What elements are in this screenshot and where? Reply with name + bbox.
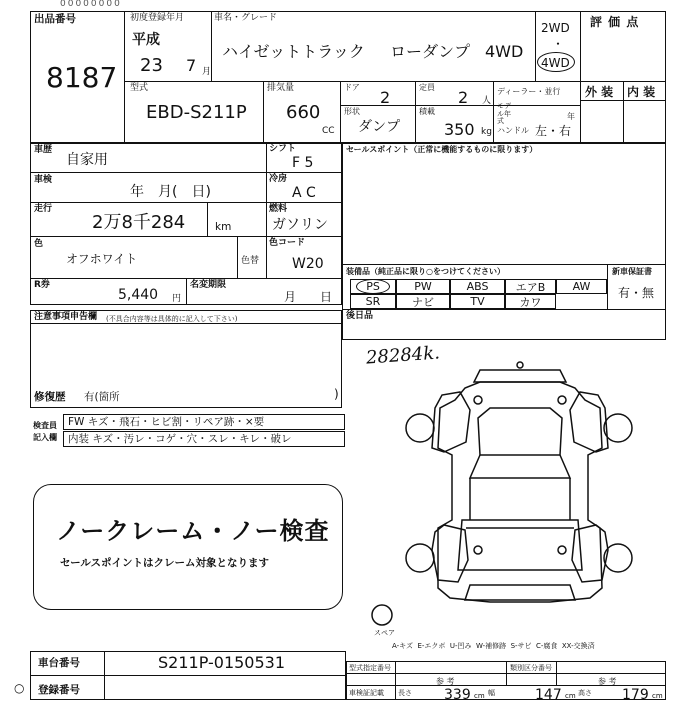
type-value: 自家用 [66,152,108,168]
yen-unit: 円 [172,294,182,304]
inspection-label: 車検 [34,175,53,185]
equip-pw: PW [396,279,450,294]
registration-circle: ○ [14,681,25,695]
km-unit: km [215,221,232,233]
width-unit: cm [565,692,576,700]
doors: 2 [380,88,391,107]
door-label: ドア [344,83,360,92]
designation-label: 型式指定番号 [349,664,391,672]
interior-rating-label: 内 装 [627,85,656,99]
color-value: オフホワイト [66,252,138,266]
equip-ps: PS [350,279,396,294]
load: 350 [444,120,475,139]
top-cut-text: 00000000 [60,0,122,9]
shape: ダンプ [358,119,401,135]
model-label: 型式 [130,83,149,93]
model-year-label: モデル年式 [497,102,511,126]
shape-label: 形状 [344,107,360,116]
fuel-label: 燃料 [269,204,288,214]
car-damage-diagram [370,360,670,640]
shift-label: シフト [269,144,297,154]
damage-legend: A-キズ E-エクボ U-凹み W-補修跡 S-サビ C-腐食 XX-交換済 [392,642,595,650]
equip-airbag: エアB [505,279,556,294]
lot-label: 出品番号 [34,13,76,25]
era: 平成 [132,32,160,48]
banner-title: ノークレーム・ノー検査 [56,517,330,545]
grade: ローダンプ [390,42,471,61]
capacity-label: 定員 [419,83,435,92]
dealer-label: ディーラー・並行 [497,87,561,96]
capacity-unit: 人 [482,96,492,106]
repair-close-paren: ) [334,387,339,401]
registration-label: 登録番号 [38,684,80,696]
month-unit: 月 [202,67,212,77]
shift-value: F 5 [292,155,314,171]
warranty-value: 有・無 [618,286,655,300]
width-label: 幅 [488,689,495,697]
equip-aw: AW [556,279,607,294]
lot-number: 8187 [46,61,118,94]
spare-label: スペア [374,629,395,637]
inspector-label-2: 記入欄 [33,433,57,442]
no-claim-banner [33,484,343,610]
handle-label: ハンドル [497,126,529,135]
first-reg-label: 初度登録年月 [130,13,185,23]
height-label: 高さ [578,689,592,697]
equip-tv: TV [450,294,505,309]
mileage-value: 2万8千284 [92,212,186,233]
color-code-value: W20 [292,256,324,272]
length-unit: cm [474,692,485,700]
notes-sublabel: (不具合内容等は具体的に記入して下さい) [106,315,238,323]
ac-label: 冷房 [269,174,288,184]
repair-value: 有(箇所 [84,391,120,403]
recycle-label: R券 [34,280,50,290]
chassis-label: 車台番号 [38,657,80,669]
kg-unit: kg [481,127,492,137]
first-reg-year: 23 [140,55,163,76]
reference-1: 参 考 [436,677,455,686]
name-grade-label: 車名・グレード [214,13,278,23]
color-code-label: 色コード [269,238,306,248]
notes-label: 注意事項申告欄 [34,312,98,322]
sales-points-label: セールスポイント（正常に機能するものに限ります） [346,145,538,154]
first-reg-month: 7 [186,56,197,75]
banner-subtitle: セールスポイントはクレーム対象となります [60,557,270,569]
handwritten-mileage: 28284k. [365,342,441,369]
drive-option-2wd: 2WD [541,21,570,35]
handle-value: 左・右 [535,124,572,138]
car-name: ハイゼットトラック [222,42,365,61]
equip-abs: ABS [450,279,505,294]
length-label: 長さ [398,689,412,697]
repair-label: 修復歴 [34,391,66,403]
equip-navi: ナビ [396,294,450,309]
category-label: 類別区分番号 [510,664,552,672]
displacement-label: 排気量 [267,83,295,93]
notes-frame [30,310,342,408]
interior-keys: 内装 キズ・汚レ・コゲ・穴・スレ・キレ・破レ [68,433,292,445]
type-label: 車歴 [34,145,53,155]
height-value: 179 [622,687,649,703]
model-code: EBD-S211P [146,102,247,123]
cc-unit: CC [322,126,335,136]
back-item-label: 後日品 [346,311,374,321]
inspector-label: 検査員 [33,421,57,430]
chassis-number: S211P-0150531 [158,653,286,672]
year-unit: 年 [567,112,575,121]
reference-2: 参 考 [598,677,617,686]
mileage-label: 走行 [34,204,53,214]
equip-leather: カワ [505,294,556,309]
height-unit: cm [652,692,663,700]
sales-frame [342,143,666,340]
drive: 4WD [485,42,524,61]
drive-option-4wd: 4WD [541,56,570,70]
exterior-rating-label: 外 装 [585,85,614,99]
repaint-label: 色替 [241,256,260,266]
ac-value: A C [292,185,316,201]
fuel-value: ガソリン [272,217,328,233]
displacement: 660 [286,102,321,123]
name-change-label: 名変期限 [190,280,227,290]
equip-sr: SR [350,294,396,309]
color-label: 色 [34,239,44,249]
length-value: 339 [444,687,471,703]
ps-circle [356,279,390,294]
width-value: 147 [535,687,562,703]
rating-label: 評 価 点 [590,15,640,29]
load-label: 積載 [419,107,435,116]
equipment-label: 装備品（純正品に限り○をつけてください） [346,267,505,276]
drive-option-dot: ・ [552,37,565,51]
warranty-label: 新車保証書 [612,267,652,276]
cert-label: 車検証記載 [349,689,384,697]
exterior-keys: FW キズ・飛石・ヒビ割・リペア跡・×要 [68,416,265,428]
name-change-date: 月 日 [284,290,333,304]
recycle-value: 5,440 [118,287,159,303]
capacity: 2 [458,88,469,107]
inspection-value: 年 月( 日) [130,184,211,200]
